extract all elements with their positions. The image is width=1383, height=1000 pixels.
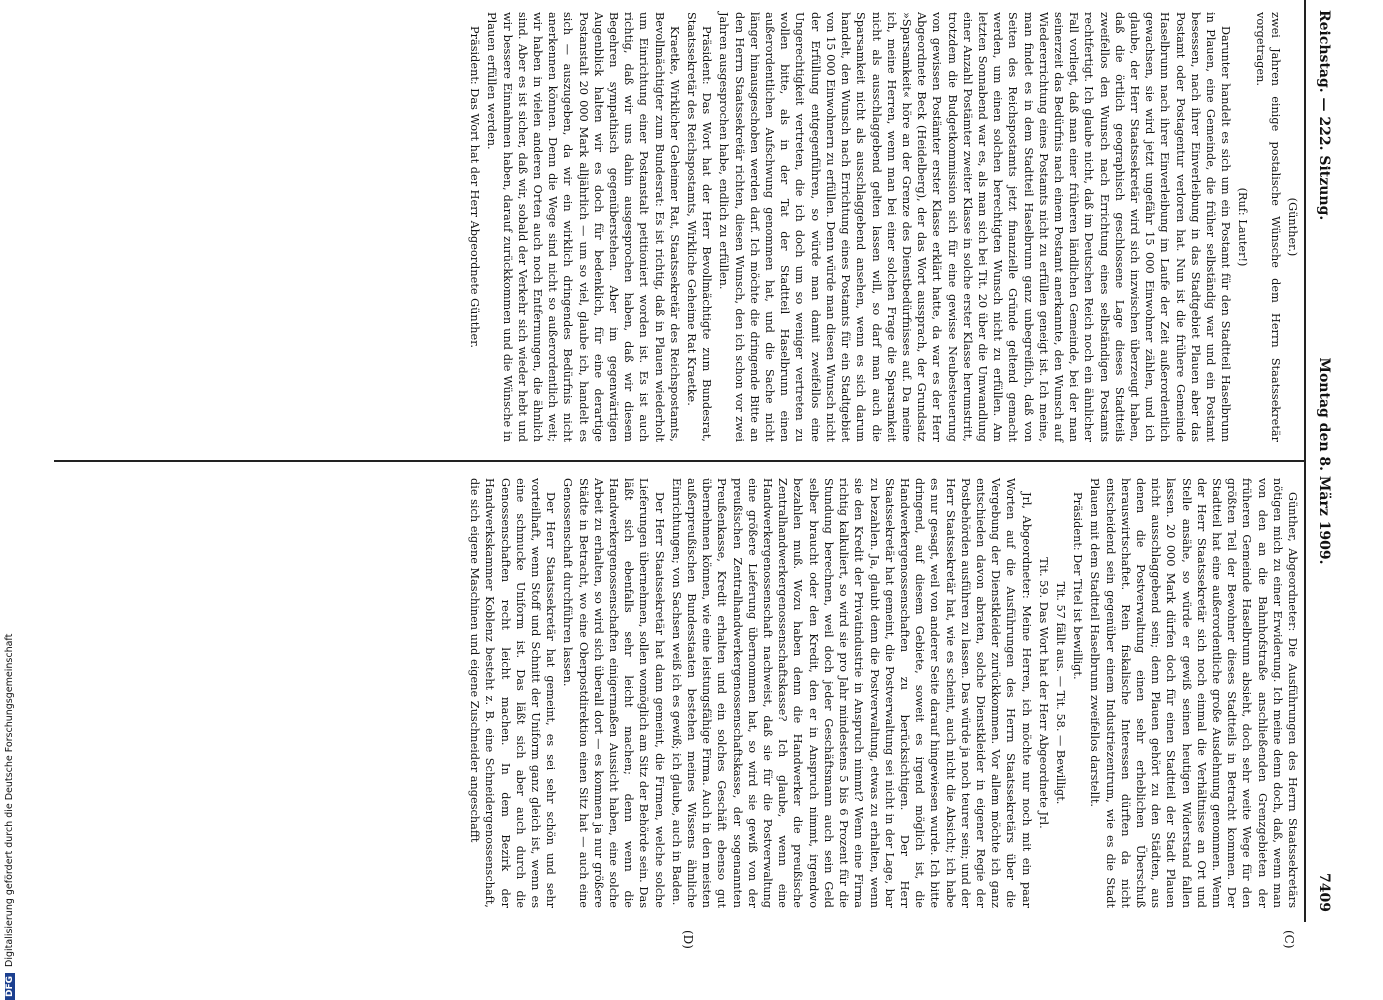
speaker-continuation: (Günther.) [1286, 197, 1299, 257]
page-header [1308, 0, 1332, 922]
interjection: (Ruf: Lauter!) [1236, 187, 1250, 267]
page-number: 7409 [1316, 873, 1332, 912]
header-date: Montag den 8. März 1909. [1316, 357, 1332, 565]
margin-mark-d: (D) [681, 930, 695, 949]
dfg-logo: DFG [5, 973, 15, 1000]
president-statement: Präsident: Der Titel ist bewilligt. [1071, 492, 1085, 680]
president-statement: Präsident: Das Wort hat der Herr Bevollmächtigte zum Bundesrat, Staatssekretär des Reichspostamts, Wirkliche Geheime Rat Kraetke. [685, 12, 714, 442]
right-column [465, 478, 1300, 908]
paragraph: Kraetke, Wirklicher Geheimer Rat, Staatssekretär des Reichspostamts, Bevollmächtigter zum Bundesrat: Es ist richtig, daß in Plauen wiederholt um Einrichtung einer Postanstalt petitioniert worden ist. Es ist auch richtig, daß wir uns dahin ausgesprochen haben, daß wir diesem Begehren sympathisch gegenüberstehen. Aber im gegenwärtigen Augenblick halten wir es doch für bedenklich, für eine derartige Postanstalt 20 000 Mark alljährlich — um so viel, glaube ich, handelt es sich — auszugeben, da wir ein wirklich dringendes Bedürfnis nicht anerkennen können. Denn die Wege sind nicht so außerordentlich weit; wir haben in vielen anderen Orten auch noch Entfernungen, die ähnlich sind. Aber es ist sicher, daß wir, sobald der Verkehr sich wieder hebt und wir bessere Einnahmen haben, darauf zurückkommen und die Wünsche in Plauen erfüllen werden. [485, 12, 681, 442]
title-line: Tit. 57 fällt aus. — Tit. 58. — Bewilligt. [1053, 581, 1067, 805]
digitization-text: Digitalisierung gefördert durch die Deutsche Forschungsgemeinschaft [4, 633, 15, 967]
paragraph: Der Herr Staatssekretär hat gemeint, es sei sehr schön und sehr vorteilhaft, wenn Stoff und Schnitt der Uniform ganz gleich ist, wenn es eine schmucke Uniform ist. Das läßt sich aber auch durch die Genossenschaften recht leicht machen. In dem Bezirk der Handwerkskammer Koblenz besteht z. B. eine Schneidergenossenschaft, die sich eigene Maschinen und eigene Zuschneider angeschafft [468, 478, 558, 908]
president-statement: Präsident: Das Wort hat der Herr Abgeordnete Günther. [468, 26, 482, 348]
header-rule [1304, 0, 1306, 922]
paragraph: Jrl, Abgeordneter: Meine Herren, ich möchte nur noch mit ein paar Worten auf die Ausführungen des Herrn Staatssekretärs über die Vergebung der Dienstkleider zurückkommen. Vor allem möchte ich ganz entschieden davon abraten, solche Dienstkleider in eigener Regie der Postbehörden ausführen zu lassen. Das würde ja noch teurer sein; und der Herr Staatssekretär hat, wie es scheint, auch nicht die Absicht; ich habe es nur gesagt, weil von anderer Seite darauf hingewiesen wurde. Ich bitte dringend, auf diesem Gebiete, soweit es irgend möglich ist, die Handwerkergenossenschaften zu berücksichtigen. Der Herr Staatssekretär hat gemeint, die Postverwaltung sei nicht in der Lage, bar zu bezahlen. Ja, glaubt denn die Postverwaltung, etwas zu erhalten, wenn sie den Kredit der Privatindustrie in Anspruch nimmt? Wenn eine Firma richtig kalkuliert, so wird sie pro Jahr mindestens 5 bis 6 Prozent für die Stundung berechnen, weil doch jeder Geschäftsmann auch sein Geld selber braucht oder den Kredit, den er in Anspruch nimmt, irgendwo bezahlen muß. Wozu haben denn die Handwerker die preußische Zentralhandwerkergenossenschaftskasse? Ich glaube, wenn eine Handwerkergenossenschaft nachweist, daß sie für die Postverwaltung eine größere Lieferung übernommen hat, so wird sie gewiß von der preußischen Zentralhandwerkergenossenschaftskasse, der sogenannten Preußenkasse, Kredit erhalten und ein solches Geschäft ebenso gut übernehmen können, wie eine leistungsfähige Firma. Auch in den meisten außerpreußischen Bundesstaaten bestehen meines Wissens ähnliche Einrichtungen; von Sachsen weiß ich es gewiß; ich glaube, auch in Baden. [669, 478, 1033, 908]
paragraph: Der Herr Staatssekretär hat dann gemeint, die Firmen, welche solche Lieferungen übernehmen, sollen womöglich am Sitz der Behörde sein. Das läßt sich ebenfalls sehr leicht machen; denn wenn die Handwerkergenossenschaften einigermaßen Aussicht haben, eine solche Arbeit zu erhalten, so wird sich überall dort — es kommen ja nur größere Städte in Betracht, wo eine Oberpostdirektion einen Sitz hat — auch eine Genossenschaft durchführen lassen. [561, 478, 666, 908]
digitization-note [4, 0, 18, 1000]
paragraph: Darunter handelt es sich um ein Postamt für den Stadtteil Haselbrunn in Plauen, eine Gemeinde, die früher selbständig war und ein Postamt besessen, nach ihrer Einverleibung in das Stadtgebiet Plauen aber das Postamt oder Postagentur verloren hat. Nun ist die frühere Gemeinde Haselbrunn nach ihrer Einverleibung im Laufe der Zeit außerordentlich gewachsen, sie wird jetzt ungefähr 15 000 Einwohner zählen, und ich glaube, der Herr Staatssekretär wird sich inzwischen überzeugt haben, daß die örtlich geographisch geschlossene Lage dieses Stadtteils zweifellos den Wunsch nach Errichtung eines selbständigen Postamts rechtfertigt. Ich glaube nicht, daß im Deutschen Reich noch ein ähnlicher Fall vorliegt, daß man einer früheren ländlichen Gemeinde, bei der man seinerzeit das Bedürfnis nach einem Postamt anerkannte, den Wunsch auf Wiedererrichtung eines Postamts nicht zu erfüllen geneigt ist. Ich meine, man findet es in dem Stadtteil Haselbrunn ganz unbegreiflich, daß von Seiten des Reichspostamts jetzt finanzielle Gründe geltend gemacht werden, um einen solchen berechtigten Wunsch nicht zu erfüllen. Am letzten Sonnabend war es, als man sich bei Tit. 20 über die Umwandlung einer Anzahl Postämter zweiter Klasse in solche erster Klasse herumstritt, trotzdem die Budgetkommission sich für eine gewisse Neubesteuerung von gewissen Postämter erster Klasse erklärt hatte, da war es der Herr Abgeordnete Beck (Heidelberg), der das Wort aussprach, der Grundsatz »Sparsamkeit« höre an der Grenze des Dienstbedürfnisses auf. Da meine ich, meine Herren, wenn man bei einer solchen Frage die Sparsamkeit nicht als ausschlaggebend gelten lassen will, so darf man auch die Sparsamkeit nicht als ausschlaggebend ansehen, wenn es sich darum handelt, den Wunsch nach Errichtung eines Postamts für ein Stadtgebiet von 15 000 Einwohnern zu erfüllen. Denn würde man diesen Wunsch nicht der Erfüllung entgegenführen, so würde man damit zweifellos eine Ungerechtigkeit vertreten, die ich doch um so weniger vertreten zu wollen bitte, als in der Tat der Stadtteil Haselbrunn einen außerordentlichen Aufschwung genommen hat, und die Sache nicht länger hinausgeschoben werden darf. Ich möchte die dringende Bitte an den Herrn Staatssekretär richten, diesen Wunsch, den ich schon vor zwei Jahren ausgesprochen habe, endlich zu erfüllen. [717, 12, 1233, 442]
column-divider [54, 460, 1304, 462]
paragraph: zwei Jahren einige postalische Wünsche dem Herrn Staatssekretär vorgetragen. [1253, 12, 1282, 442]
left-column [465, 12, 1300, 442]
margin-mark-c: (C) [1282, 930, 1296, 949]
paragraph: Günther, Abgeordneter: Die Ausführungen des Herrn Staatssekretärs nötigen mich zu einer Erwiderung. Ich meine denn doch, daß, wenn man von den an die Bahnhofstraße anschließenden Grenzgebieten der früheren Gemeinde Haselbrunn absieht, doch sehr weite Wege für den größten Teil der Bewohner dieses Stadtteils in Betracht kommen. Der Stadtteil hat eine außerordentliche große Ausdehnung genommen. Wenn der Herr Staatssekretär sich noch einmal die Verhältnisse an Ort und Stelle ansähe, so würde er gewiß seinen heutigen Widerstand fallen lassen. 20 000 Mark dürfen doch für einen Stadtteil der Stadt Plauen nicht ausschlaggebend sein; denn Plauen gehört zu den Städten, aus denen die Postverwaltung einen sehr erheblichen Überschuß herauswirtschaftet. Rein fiskalische Interessen dürften da nicht entscheidend sein gegenüber einem Industriezentrum, wie es die Stadt Plauen mit dem Stadtteil Haselbrunn zweifellos darstellt. [1088, 478, 1299, 908]
header-session: Reichstag. — 222. Sitzung. [1316, 10, 1332, 221]
title-line: Tit. 59. Das Wort hat der Herr Abgeordnete Jrl. [1036, 557, 1050, 829]
document-page [40, 0, 1340, 949]
